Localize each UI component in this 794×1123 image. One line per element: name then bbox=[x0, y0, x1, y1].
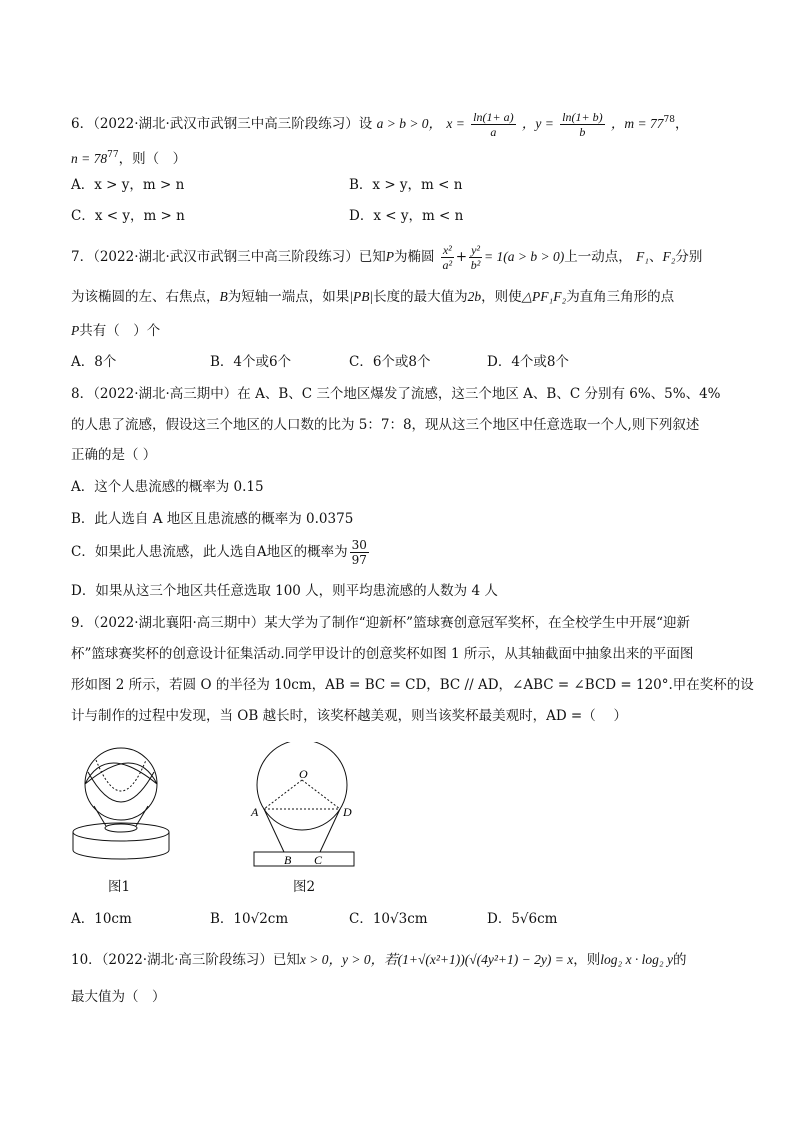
q6-m-eq: ，m = 77 bbox=[610, 116, 664, 131]
q8-stem-line1: 8．（2022·湖北·高三期中）在 A、B、C 三个地区爆发了流感，这三个地区 A、B、C 分别有 6%、5%、4% bbox=[71, 386, 721, 402]
q7-stem-line3: P共有（ ）个 bbox=[71, 323, 161, 339]
q9-fig2-label-o: O bbox=[299, 767, 308, 781]
q6-condition: a > b > 0， bbox=[376, 116, 443, 131]
q8-stem-line3: 正确的是（ ） bbox=[71, 447, 157, 463]
q9-stem-line3: 形如图 2 所示，若圆 O 的半径为 10cm，AB = BC = CD，BC // AD，∠ABC = ∠BCD = 120°.甲在奖杯的设 bbox=[71, 677, 754, 693]
q6-stem-line2 bbox=[71, 146, 186, 168]
q9-fig2-dc-segment bbox=[320, 809, 340, 852]
q6-prefix: 6．（2022·湖北·武汉市武钢三中高三阶段练习）设 bbox=[71, 116, 373, 132]
q9-figure-2-label: 图2 bbox=[293, 879, 316, 895]
q6-option-c: C．x < y，m > n bbox=[71, 208, 185, 224]
q9-option-d: D．5√6cm bbox=[487, 911, 558, 927]
q7-option-d: D．4个或8个 bbox=[487, 354, 570, 370]
q7-option-a: A．8个 bbox=[71, 354, 117, 370]
q6-stem-line1: 6．（2022·湖北·武汉市武钢三中高三阶段练习）设 a > b > 0， x = $\frac{\ln(1+ a)}{a}$ ，y = $\frac{\ln(1+ b)}{b}$ ，$m = 77^{78}$， bbox=[71, 110, 689, 139]
q6-option-b: B．x > y，m < n bbox=[349, 177, 463, 193]
q9-fig2-label-c: C bbox=[314, 853, 323, 867]
q7-ellipse-frac-y: $\frac{\text{y²}}{\text{b²}}$ bbox=[470, 243, 481, 272]
q10-log-expression: log₂ x · log₂ y bbox=[600, 952, 673, 967]
q9-stem-line2: 杯”篮球赛奖杯的创意设计征集活动.同学甲设计的创意奖杯如图 1 所示，从其轴截面中抽象出来的平面图 bbox=[71, 646, 694, 662]
q9-fig2-base bbox=[254, 852, 354, 866]
q9-stem-line4: 计与制作的过程中发现，当 OB 越长时，该奖杯越美观，则当该奖杯最美观时，AD =（ ） bbox=[71, 708, 628, 724]
q8-optc-fraction: $\frac{30}{97}$ bbox=[351, 538, 367, 567]
q7-stem-line1: 7．（2022·湖北·武汉市武钢三中高三阶段练习）已知P为椭圆 $\frac{\text{x²}}{\text{a²}}$ + $\frac{\text{y²}}{\text{b²}}$ = 1(a > b > 0)上一动点， F₁、F₂分别 bbox=[71, 243, 703, 272]
q9-option-c: C．10√3cm bbox=[349, 911, 428, 927]
q6-n-eq: n = 78 bbox=[71, 151, 108, 166]
q7-stem-line2: 为该椭圆的左、右焦点，B为短轴一端点，如果|PB|长度的最大值为2b，则使△PF₁F₂为直角三角形的点 bbox=[71, 289, 675, 305]
q6-m-exp: 78 bbox=[663, 115, 675, 125]
q6-x-fraction: $\frac{\ln(1+ a)}{a}$ bbox=[473, 110, 514, 139]
q8-option-c: C．如果此人患流感，此人选自A地区的概率为 $\frac{30}{97}$ bbox=[71, 538, 367, 567]
q9-fig2-label-d: D bbox=[343, 805, 352, 819]
q9-figure-1-label: 图1 bbox=[108, 879, 131, 895]
q9-stem-line1: 9．（2022·湖北襄阳·高三期中）某大学为了制作“迎新杯”篮球赛创意冠军奖杯，在全校学生中开展“迎新 bbox=[71, 615, 690, 631]
q9-fig2-oa-segment bbox=[264, 780, 302, 809]
q9-figure-2-diagram bbox=[246, 742, 362, 872]
q6-option-a: A．x > y，m > n bbox=[71, 177, 185, 193]
q8-option-b: B．此人选自 A 地区且患流感的概率为 0.0375 bbox=[71, 511, 354, 527]
q6-y-fraction: $\frac{\ln(1+ b)}{b}$ bbox=[562, 110, 603, 139]
q7-option-c: C．6个或8个 bbox=[349, 354, 431, 370]
q9-option-a: A．10cm bbox=[71, 911, 132, 927]
q8-option-d: D．如果从这三个地区共任意选取 100 人，则平均患流感的人数为 4 人 bbox=[71, 583, 498, 599]
q7-option-b: B．4个或6个 bbox=[210, 354, 292, 370]
q9-option-b: B．10√2cm bbox=[210, 911, 289, 927]
q7-ellipse-frac-x: $\frac{\text{x²}}{\text{a²}}$ bbox=[442, 243, 453, 272]
q8-stem-line2: 的人患了流感，假设这三个地区的人口数的比为 5：7：8，现从这三个地区中任意选取一个人,则下列叙述 bbox=[71, 417, 700, 433]
q9-fig2-label-b: B bbox=[284, 853, 292, 867]
q9-fig2-circle bbox=[257, 742, 347, 830]
q9-fig2-od-segment bbox=[302, 780, 340, 809]
q9-figure-1-trophy bbox=[66, 742, 176, 887]
q10-equation: (1+√(x²+1))(√(4y²+1) − 2y) = x bbox=[397, 952, 574, 967]
q6-tail: ，则（ ） bbox=[118, 151, 187, 167]
q6-option-d: D．x < y，m < n bbox=[349, 208, 464, 224]
q10-stem-line1: 10．（2022·湖北·高三阶段练习）已知x > 0，y > 0，若(1+√(x²+1))(√(4y²+1) − 2y) = x，则log₂ x · log₂ y的 bbox=[71, 952, 687, 968]
q8-option-a: A．这个人患流感的概率为 0.15 bbox=[71, 479, 264, 495]
q9-fig2-label-a: A bbox=[251, 805, 259, 819]
q9-fig2-ab-segment bbox=[264, 809, 284, 852]
q6-y-eq: ，y = bbox=[521, 116, 554, 131]
q10-stem-line2: 最大值为（ ） bbox=[71, 989, 166, 1005]
q6-n-exp: 77 bbox=[107, 150, 119, 160]
q6-x-eq: x = bbox=[446, 116, 465, 131]
